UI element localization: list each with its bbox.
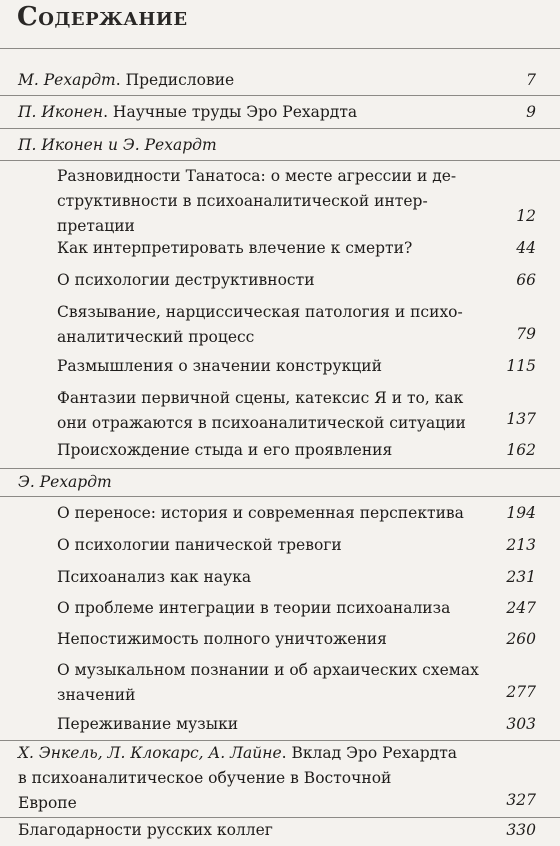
page-number: 277 (506, 683, 536, 701)
entry-line: Разновидности Танатоса: о месте агрессии и де- (57, 167, 457, 185)
entry-line: Непостижимость полного уничтожения (57, 630, 387, 648)
toc-entry (57, 565, 251, 590)
toc-entry (57, 627, 387, 652)
entry-title: . Научные труды Эро Рехардта (103, 103, 358, 121)
divider (0, 95, 560, 96)
entry-line: О музыкальном познании и об архаических схемах (57, 661, 479, 679)
page-number: 327 (506, 791, 536, 809)
entry-line: Психоанализ как наука (57, 568, 252, 586)
toc-entry (57, 300, 463, 350)
page-number: 66 (516, 271, 536, 289)
toc-entry (57, 533, 342, 558)
entry-line: они отражаются в психоаналитической ситуации (57, 414, 466, 432)
toc-entry (57, 658, 479, 708)
toc-entry (57, 712, 238, 737)
page-number: 303 (506, 715, 536, 733)
entry-title: . Предисловие (115, 71, 235, 89)
toc-entry (57, 268, 315, 293)
page-number: 162 (506, 441, 536, 459)
page-number: 9 (526, 103, 536, 121)
entry-line: Европе (18, 794, 77, 812)
page-number: 115 (506, 357, 536, 375)
toc-entry (57, 164, 456, 239)
toc-entry (18, 818, 273, 843)
entry-line: О психологии панической тревоги (57, 536, 342, 554)
entry-author: Х. Энкель, Л. Клокарс, А. Лайне (18, 744, 282, 762)
toc-entry (57, 501, 464, 526)
section-heading: Э. Рехардт (18, 473, 112, 491)
page-number: 79 (516, 325, 536, 343)
toc-entry (18, 100, 357, 125)
divider (0, 48, 560, 49)
entry-line: аналитический процесс (57, 328, 255, 346)
divider (0, 128, 560, 129)
page-number: 330 (506, 821, 536, 839)
toc-entry (57, 354, 382, 379)
page-number: 213 (506, 536, 536, 554)
entry-line: структивности в психоаналитической интер- (57, 192, 428, 210)
entry-line: Происхождение стыда и его проявления (57, 441, 393, 459)
page-number: 231 (506, 568, 536, 586)
entry-title: . Вклад Эро Рехардта (281, 744, 458, 762)
toc-entry (57, 386, 466, 436)
entry-line: в психоаналитическое обучение в Восточной (18, 769, 392, 787)
entry-line: претации (57, 217, 135, 235)
entry-line: Размышления о значении конструкций (57, 357, 382, 375)
page-number: 12 (516, 207, 536, 225)
page-title: Содержание (17, 2, 188, 32)
toc-entry (18, 68, 234, 93)
entry-line: Переживание музыки (57, 715, 239, 733)
entry-line: О переносе: история и современная перспектива (57, 504, 464, 522)
entry-line: Как интерпретировать влечение к смерти? (57, 239, 413, 257)
entry-line: О психологии деструктивности (57, 271, 315, 289)
toc-entry (57, 438, 392, 463)
entry-line (18, 741, 457, 766)
page-number: 247 (506, 599, 536, 617)
toc-entry (57, 596, 450, 621)
divider (0, 160, 560, 161)
divider (0, 468, 560, 469)
page-number: 260 (506, 630, 536, 648)
entry-line: Фантазии первичной сцены, катексис Я и то, как (57, 389, 464, 407)
page-number: 7 (526, 71, 536, 89)
page-number: 137 (506, 410, 536, 428)
entry-line: Благодарности русских коллег (18, 821, 273, 839)
entry-author: М. Рехардт (18, 71, 116, 89)
page-number: 44 (516, 239, 536, 257)
entry-line: Связывание, нарциссическая патология и психо- (57, 303, 463, 321)
entry-line: О проблеме интеграции в теории психоанализа (57, 599, 451, 617)
entry-author: П. Иконен (18, 103, 104, 121)
section-heading: П. Иконен и Э. Рехардт (18, 136, 217, 154)
toc-entry (57, 236, 412, 261)
entry-line: значений (57, 686, 136, 704)
divider (0, 496, 560, 497)
page-number: 194 (506, 504, 536, 522)
toc-entry (18, 741, 457, 816)
